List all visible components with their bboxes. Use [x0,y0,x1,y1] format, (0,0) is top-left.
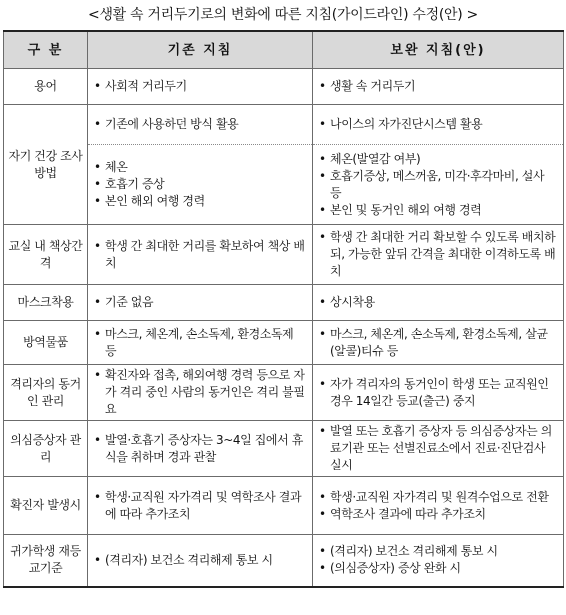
revised-cell [313,225,564,285]
list-item: • 확진자와 접촉, 해외여행 경력 등으로 자가 격리 중인 사람의 동거인은 격리 불필요 [93,367,307,418]
list-item: • 생활 속 거리두기 [318,78,558,95]
row-category: 격리자의 동거인 관리 [4,365,88,421]
list-item: • 학생 간 최대한 거리를 확보하여 책상 배치 [93,238,307,272]
existing-cell [88,421,313,477]
revised-cell [313,69,564,105]
list-item: • 사회적 거리두기 [93,78,307,95]
list-item: • 발열·호흡기 증상자는 3~4일 집에서 휴식을 취하며 경과 관찰 [93,432,307,466]
row-category: 자기 건강 조사 방법 [4,105,88,225]
list-item: • 자가 격리자의 동거인이 학생 또는 교직원인 경우 14일간 등교(출근) 중지 [318,376,558,410]
table-row [4,535,564,587]
table-row [4,285,564,321]
table-row [4,225,564,285]
list-item: • 학생·교직원 자가격리 및 원격수업으로 전환 [318,489,558,506]
revised-cell [313,321,564,365]
existing-cell [88,365,313,421]
table-row [4,321,564,365]
list-item: • 역학조사 결과에 따라 추가조치 [318,506,558,523]
header-existing: 기존 지침 [88,31,313,69]
list-item: • (격리자) 보건소 격리해제 통보 시 [93,552,307,569]
header-revised: 보완 지침(안) [313,31,564,69]
table-row [4,365,564,421]
revised-cell [313,365,564,421]
table-header-row [4,31,564,69]
guideline-table [3,30,564,588]
list-item: • 기준 없음 [93,294,307,311]
list-item: • 체온 [93,159,307,176]
list-item: • 본인 해외 여행 경력 [93,193,307,210]
row-category: 귀가학생 재등교기준 [4,535,88,587]
revised-cell [313,145,564,225]
list-item: • 발열 또는 호흡기 증상자 등 의심증상자는 의료기관 또는 선별진료소에서 진료·진단검사 실시 [318,423,558,474]
list-item: • 기존에 사용하던 방식 활용 [93,116,307,133]
row-category: 마스크착용 [4,285,88,321]
existing-cell [88,535,313,587]
revised-cell [313,105,564,145]
list-item: • 호흡기 증상 [93,176,307,193]
list-item: • 나이스의 자가진단시스템 활용 [318,116,558,133]
existing-cell [88,145,313,225]
revised-cell [313,421,564,477]
revised-cell [313,535,564,587]
list-item: • 체온(발열감 여부) [318,151,558,168]
list-item: • 마스크, 체온계, 손소독제, 환경소독제 등 [93,326,307,360]
row-category: 의심증상자 관리 [4,421,88,477]
revised-cell [313,477,564,535]
table-row [4,105,564,145]
list-item: • 호흡기증상, 메스꺼움, 미각·후각마비, 설사 등 [318,168,558,202]
existing-cell [88,477,313,535]
list-item: • 학생·교직원 자가격리 및 역학조사 결과에 따라 추가조치 [93,489,307,523]
table-row [4,145,564,225]
row-category: 확진자 발생시 [4,477,88,535]
list-item: • 학생 간 최대한 거리 확보할 수 있도록 배치하되, 가능한 앞뒤 간격을 최대한 이격하도록 배치 [318,229,558,280]
existing-cell [88,321,313,365]
row-category: 방역물품 [4,321,88,365]
table-row [4,421,564,477]
table-row [4,69,564,105]
row-category: 용어 [4,69,88,105]
existing-cell [88,69,313,105]
header-category: 구 분 [4,31,88,69]
revised-cell [313,285,564,321]
list-item: • 본인 및 동거인 해외 여행 경력 [318,202,558,219]
list-item: • (의심증상자) 증상 완화 시 [318,560,558,577]
document-title: <생활 속 거리두기로의 변화에 따른 지침(가이드라인) 수정(안) > [88,7,478,23]
table-row [4,477,564,535]
list-item: • (격리자) 보건소 격리해제 통보 시 [318,543,558,560]
row-category: 교실 내 책상간격 [4,225,88,285]
existing-cell [88,105,313,145]
existing-cell [88,225,313,285]
existing-cell [88,285,313,321]
list-item: • 상시착용 [318,294,558,311]
list-item: • 마스크, 체온계, 손소독제, 환경소독제, 살균(알콜)티슈 등 [318,326,558,360]
